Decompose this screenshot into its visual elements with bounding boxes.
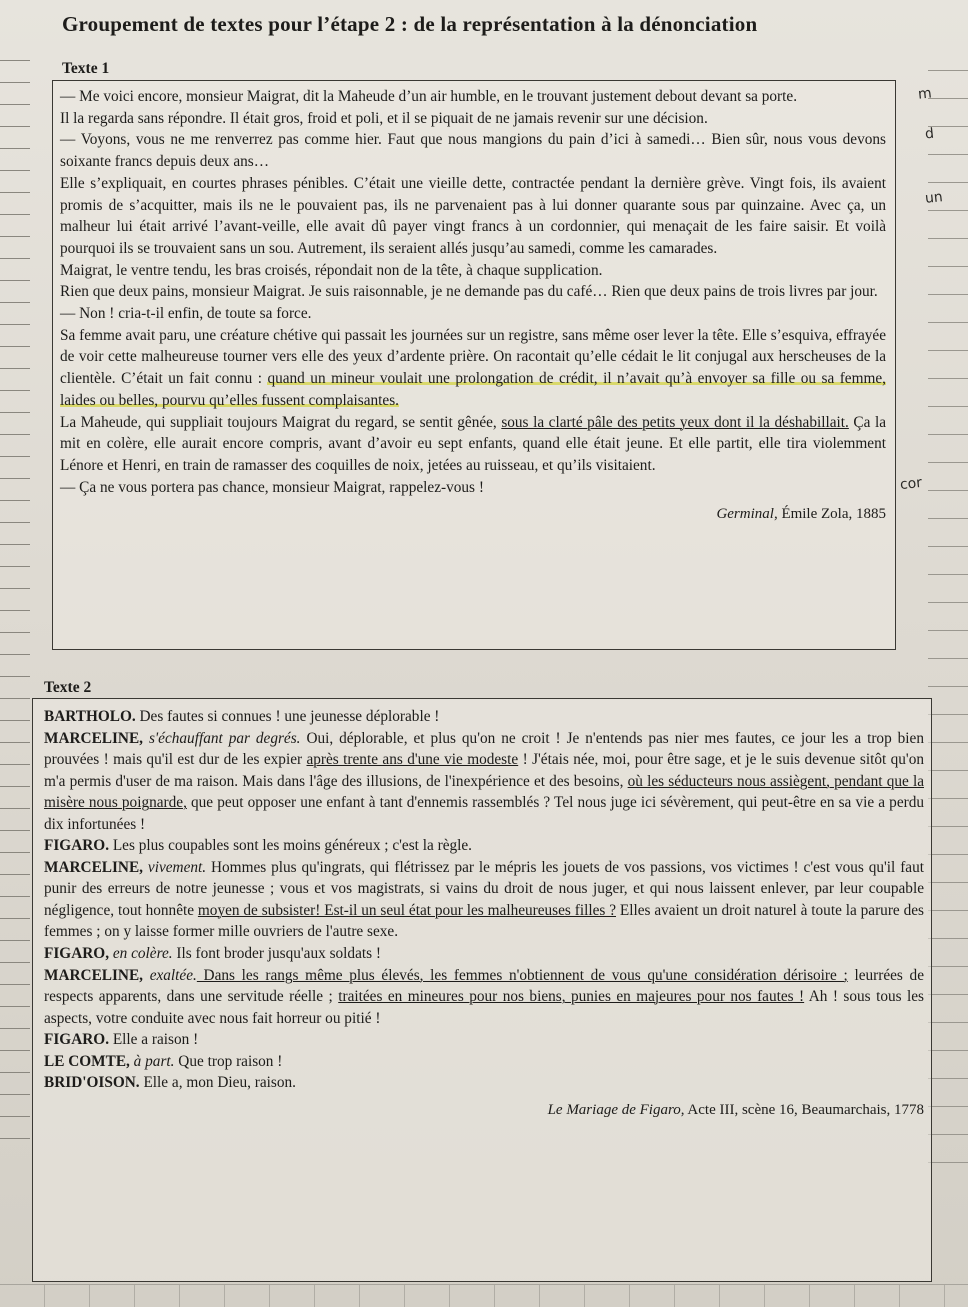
- speaker-name: LE COMTE,: [44, 1052, 130, 1070]
- texte2-source: [44, 1100, 924, 1122]
- dialogue-line: [44, 965, 924, 1030]
- texte1-paragraph: Rien que deux pains, monsieur Maigrat. Je suis raisonnable, je ne demande pas du café… Rien que deux pains de trois livres par jour.: [60, 283, 878, 301]
- dialogue-line: [44, 1072, 924, 1094]
- line-text: Ah ! sous tous les aspects, votre conduite avec nous fait horreur ou pitié !: [44, 988, 925, 1027]
- handwritten-note: m: [917, 85, 933, 103]
- line-text: Ils font broder jusqu'aux soldats !: [172, 945, 381, 963]
- texte1-paragraph: Il la regarda sans répondre. Il était gros, froid et poli, et il se piquait de ne jamais revenir sur une décision.: [60, 109, 708, 127]
- texte1-source-work: Germinal: [716, 506, 774, 523]
- texte1-paragraph: [60, 412, 886, 477]
- line-underline: après trente ans d'une vie modeste: [306, 751, 519, 769]
- speaker-name: FIGARO.: [44, 1031, 110, 1049]
- line-text: que peut opposer une enfant à tant d'ennemis rassemblés ? Tel nous juge ici sévèrement, qui peut-être en sa vie a perdu dix infortunées !: [44, 794, 924, 833]
- speaker-name: MARCELINE,: [44, 858, 144, 876]
- line-text: Elle a, mon Dieu, raison.: [139, 1074, 296, 1092]
- texte1-highlight: quand un mineur voulait une prolongation de crédit, il n’avait qu’à envoyer sa fille ou sa femme, laides ou belles, pourvu qu’elles fussent complaisantes.: [60, 370, 887, 409]
- line-underline: traitées en mineures pour nos biens, punies en majeures pour nos fautes !: [338, 988, 805, 1006]
- texte2-source-rest: , Acte III, scène 16, Beaumarchais, 1778: [680, 1101, 924, 1118]
- dialogue-line: [44, 857, 924, 943]
- stage-direction: en colère.: [109, 945, 173, 963]
- line-text: leurrées de respects apparents, dans une servitude réelle ;: [44, 966, 924, 1006]
- line-text: ! J'étais née, moi, pour être sage, et je le suis devenue sitôt qu'on m'a permis d'user de ma raison. Mais dans l'âge des illusions, de l'inexpérience et des besoins,: [44, 751, 924, 790]
- line-text: Hommes plus qu'ingrats, qui flétrissez par le mépris les jouets de vos passions, vos victimes ! c'est vous qu'il faut punir des erreurs de notre jeunesse ; vous et vos magistrats, si vains du droit de nous juger, et qui nous laissent enlever, par leur coupable négligence, tout honnête: [44, 858, 924, 919]
- texte1-paragraph: [60, 325, 886, 412]
- speaker-name: MARCELINE,: [44, 729, 144, 747]
- dialogue-line: [44, 1029, 924, 1051]
- dialogue-line: [44, 1051, 924, 1073]
- dialogue-line: [44, 728, 924, 836]
- texte1-text: Ça la mit en colère, elle aurait encore compris, avant d’avoir eu sept enfants, quand elle était jeune. Et elle partit, elle tira violemment Lénore et Henri, en train de ramasser des coquilles de noix, jetées au ruisseau, et qu’ils visitaient.: [60, 413, 886, 474]
- handwritten-note: cor: [899, 474, 923, 494]
- texte1-source-rest: , Émile Zola, 1885: [773, 506, 886, 523]
- texte2-label: Texte 2: [44, 679, 92, 696]
- stage-direction: exaltée.: [143, 966, 197, 984]
- texte1-text: La Maheude, qui suppliait toujours Maigrat du regard, se sentit gênée,: [60, 413, 502, 431]
- speaker-name: FIGARO,: [44, 945, 110, 963]
- line-text: Que trop raison !: [174, 1052, 283, 1070]
- stage-direction: à part.: [129, 1052, 175, 1070]
- texte1-source: [60, 504, 886, 526]
- texte1-paragraph: Elle s’expliquait, en courtes phrases pénibles. C’était une vieille dette, contractée pendant la dernière grève. Vingt fois, ils avaient promis de s’acquitter, mais ils ne le pouvaient pas, ils ne parvenaient pas à lui donner quarante sous par quinzaine. Avec ça, un malheur lui était arrivé l’avant-veille, elle avait dû payer vingt francs à un cordonnier, qui menaçait de les faire saisir. Et voilà pourquoi ils se trouvaient sans un sou. Autrement, ils seraient allés jusqu’au samedi, comme les camarades.: [60, 174, 886, 257]
- speaker-name: BARTHOLO.: [44, 708, 136, 725]
- stage-direction: vivement.: [143, 858, 207, 876]
- page-title: Groupement de textes pour l’étape 2 : de la représentation à la dénonciation: [62, 12, 758, 36]
- line-text: Elles avaient un droit naturel à toute la parure des femmes ; on y laisse former mille ouvriers de l'autre sexe.: [44, 901, 924, 941]
- speaker-name: BRID'OISON.: [44, 1074, 140, 1092]
- speaker-name: MARCELINE,: [44, 966, 144, 984]
- line-text: Des fautes si connues ! une jeunesse déplorable !: [135, 708, 440, 725]
- texte1-paragraph: — Non ! cria-t-il enfin, de toute sa force.: [60, 305, 312, 323]
- line-text: Les plus coupables sont les moins généreux ; c'est la règle.: [109, 837, 473, 855]
- left-margin-ruling: [0, 60, 36, 1290]
- line-underline: moyen de subsister! Est-il un seul état pour les malheureuses filles ?: [197, 901, 616, 919]
- dialogue-line: [44, 835, 924, 857]
- texte1-paragraph: — Ça ne vous portera pas chance, monsieur Maigrat, rappelez-vous !: [60, 478, 484, 496]
- speaker-name: FIGARO.: [44, 837, 110, 855]
- texte1-paragraph: — Me voici encore, monsieur Maigrat, dit la Maheude d’un air humble, en le trouvant justement debout devant sa porte.: [60, 88, 798, 105]
- bottom-ruling: [0, 1284, 968, 1307]
- line-underline: Dans les rangs même plus élevés, les femmes n'obtiennent de vous qu'une considération dérisoire ;: [196, 966, 848, 984]
- dialogue-line: [44, 943, 924, 965]
- line-text: Oui, déplorable, et plus qu'on ne croit ! Je n'entends pas nier mes fautes, ce jour les a trop bien prouvées ! mais qu'il est dur de les expier: [44, 729, 924, 769]
- texte2-source-work: Le Mariage de Figaro: [547, 1101, 681, 1118]
- texte2-body: [44, 706, 924, 1121]
- texte1-underline: sous la clarté pâle des petits yeux dont il la déshabillait.: [501, 413, 849, 431]
- texte1-text: Sa femme avait paru, une créature chétive qui passait les journées sur un registre, sans même oser lever la tête. Elle s’esquiva, effrayée de voir cette malheureuse tourner vers elle des yeux d’ardente prière. On racontait qu’elle cédait le lit conjugal aux herscheuses de la clientèle. C’était un fait connu :: [60, 326, 886, 388]
- texte1-paragraph: — Voyons, vous ne me renverrez pas comme hier. Faut que nous mangions du pain d’ici à samedi… Bien sûr, nous vous devons soixante francs depuis deux ans…: [60, 131, 886, 171]
- line-text: Elle a raison !: [109, 1031, 199, 1049]
- right-margin-ruling: [928, 70, 968, 1270]
- stage-direction: s'échauffant par degrés.: [143, 729, 301, 747]
- handwritten-note: un: [924, 189, 944, 207]
- texte1-label: Texte 1: [62, 60, 110, 77]
- dialogue-line: [44, 706, 924, 728]
- texte1-body: [60, 86, 886, 526]
- handwritten-note: d: [924, 125, 935, 143]
- line-underline: où les séducteurs nous assiègent, pendant que la misère nous poignarde,: [44, 772, 924, 812]
- texte1-paragraph: Maigrat, le ventre tendu, les bras croisés, répondait non de la tête, à chaque supplication.: [60, 261, 603, 279]
